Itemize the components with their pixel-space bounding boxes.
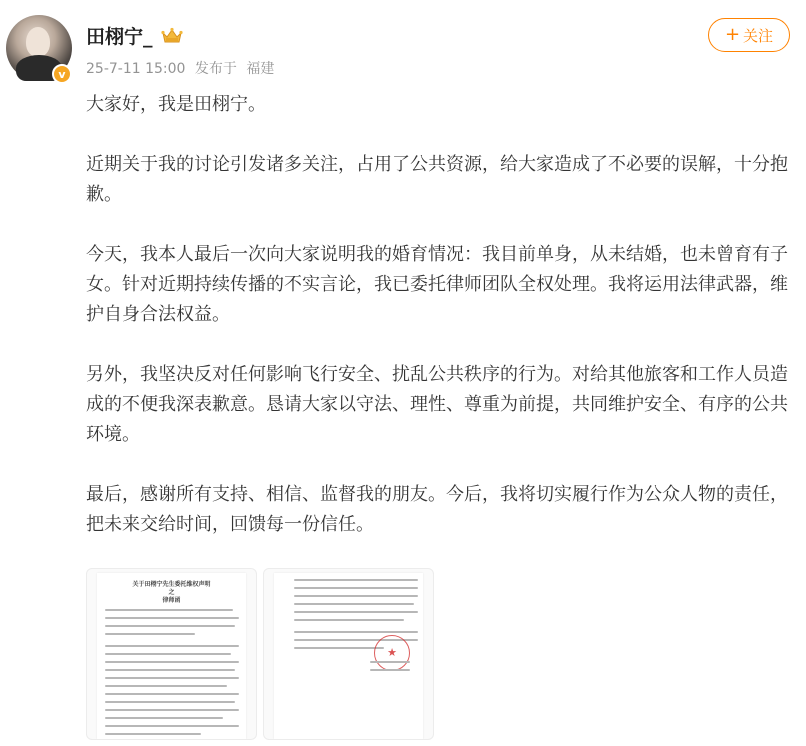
post-date[interactable]: 25-7-11 15:00 (86, 61, 186, 77)
avatar-face (26, 27, 50, 57)
document-text-line (105, 653, 231, 655)
document-text-line (105, 701, 235, 703)
document-text-line (105, 725, 239, 727)
post-content (86, 90, 794, 570)
post-paragraph: 最后，感谢所有支持、相信、监督我的朋友。今后，我将切实履行作为公众人物的责任，把未来交给时间，回馈每一份信任。 (86, 484, 788, 535)
document-text-line (105, 661, 239, 663)
document-text-line (294, 587, 418, 589)
document-text-line (294, 579, 418, 581)
follow-button-label: 关注 (743, 26, 774, 45)
document-text-line (105, 709, 239, 711)
document-text-line (370, 661, 410, 663)
post-paragraph: 近期关于我的讨论引发诸多关注，占用了公共资源，给大家造成了不必要的误解，十分抱歉。 (86, 154, 788, 205)
document-text-line (105, 717, 223, 719)
document-title-line: 关于田栩宁先生委托维权声明 (132, 581, 211, 588)
document-text-line (105, 669, 235, 671)
image-thumbnail-1[interactable] (86, 568, 257, 740)
follow-button[interactable] (708, 18, 790, 52)
document-title-line: 之 (168, 589, 175, 596)
document-text-line (294, 647, 384, 649)
document-text-line (105, 645, 239, 647)
document-text-line (370, 669, 410, 671)
posted-from-label: 发布于 (194, 61, 237, 77)
document-text-line (105, 625, 235, 627)
author-name[interactable]: 田栩宁_ (86, 26, 153, 48)
document-text-line (294, 619, 404, 621)
image-thumbnail-2[interactable] (263, 568, 434, 740)
document-title (111, 581, 232, 605)
document-page (274, 573, 423, 739)
document-text-line (294, 611, 418, 613)
document-text-line (105, 677, 239, 679)
red-seal-stamp (374, 635, 410, 671)
document-text-line (105, 609, 233, 611)
document-text-line (294, 595, 418, 597)
post-images (86, 568, 434, 740)
post-meta (86, 58, 279, 78)
document-text-line (294, 603, 414, 605)
post-location: 福建 (246, 61, 275, 77)
document-text-line (105, 617, 239, 619)
author-name-row (86, 22, 183, 49)
post-paragraph: 大家好，我是田栩宁。 (86, 94, 266, 115)
post-paragraph: 另外，我坚决反对任何影响飞行安全、扰乱公共秩序的行为。对给其他旅客和工作人员造成的不便我深表歉意。恳请大家以守法、理性、尊重为前提，共同维护安全、有序的公共环境。 (86, 364, 788, 445)
document-text-line (105, 733, 201, 735)
crown-vip-icon[interactable] (161, 27, 183, 45)
document-title-line: 律师函 (162, 597, 181, 604)
post-paragraph: 今天，我本人最后一次向大家说明我的婚育情况：我目前单身，从未结婚，也未曾育有子女。针对近期持续传播的不实言论，我已委托律师团队全权处理。我将运用法律武器，维护自身合法权益。 (86, 244, 788, 325)
document-text-line (105, 633, 195, 635)
plus-icon: + (724, 24, 741, 45)
document-text-line (105, 693, 239, 695)
document-text-line (294, 631, 418, 633)
verified-badge-icon: v (52, 64, 72, 84)
document-page (97, 573, 246, 739)
document-text-line (105, 685, 227, 687)
